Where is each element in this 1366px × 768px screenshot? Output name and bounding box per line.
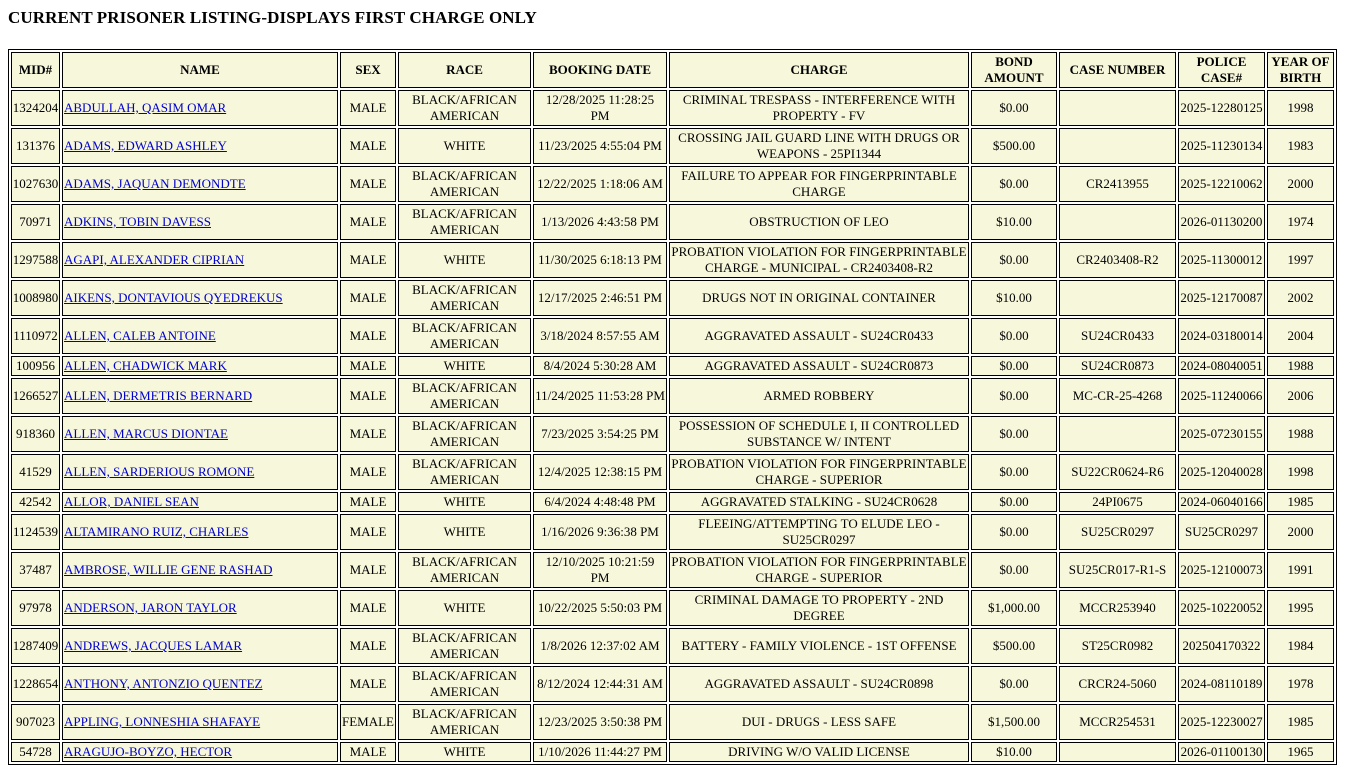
- race-cell: WHITE: [398, 356, 531, 376]
- prisoner-name-link[interactable]: ARAGUJO-BOYZO, HECTOR: [64, 744, 233, 759]
- race-cell: BLACK/AFRICAN AMERICAN: [398, 166, 531, 202]
- charge-cell: DUI - DRUGS - LESS SAFE: [669, 704, 969, 740]
- year-of-birth-cell: 2000: [1267, 514, 1334, 550]
- bond-amount-cell: $0.00: [971, 666, 1057, 702]
- mid-cell: 918360: [11, 416, 60, 452]
- table-row: [11, 378, 1334, 414]
- year-of-birth-cell: 1985: [1267, 704, 1334, 740]
- name-cell: [62, 416, 338, 452]
- bond-amount-cell: $1,000.00: [971, 590, 1057, 626]
- sex-cell: MALE: [340, 514, 396, 550]
- mid-cell: 1266527: [11, 378, 60, 414]
- table-row: [11, 90, 1334, 126]
- mid-cell: 97978: [11, 590, 60, 626]
- bond-amount-cell: $1,500.00: [971, 704, 1057, 740]
- sex-cell: MALE: [340, 128, 396, 164]
- table-row: [11, 742, 1334, 762]
- sex-cell: MALE: [340, 90, 396, 126]
- case-number-cell: [1059, 128, 1176, 164]
- police-case-cell: 2025-12230027: [1178, 704, 1265, 740]
- name-cell: [62, 242, 338, 278]
- year-of-birth-cell: 2006: [1267, 378, 1334, 414]
- race-cell: BLACK/AFRICAN AMERICAN: [398, 280, 531, 316]
- booking-date-cell: 11/30/2025 6:18:13 PM: [533, 242, 667, 278]
- column-header-name: NAME: [62, 52, 338, 88]
- bond-amount-cell: $0.00: [971, 90, 1057, 126]
- year-of-birth-cell: 1991: [1267, 552, 1334, 588]
- mid-cell: 1228654: [11, 666, 60, 702]
- column-header-case-number: CASE NUMBER: [1059, 52, 1176, 88]
- sex-cell: MALE: [340, 454, 396, 490]
- charge-cell: FAILURE TO APPEAR FOR FINGERPRINTABLE CHARGE: [669, 166, 969, 202]
- year-of-birth-cell: 1998: [1267, 454, 1334, 490]
- year-of-birth-cell: 1978: [1267, 666, 1334, 702]
- year-of-birth-cell: 1988: [1267, 356, 1334, 376]
- prisoner-name-link[interactable]: ALLEN, MARCUS DIONTAE: [64, 426, 228, 441]
- prisoner-table: [8, 49, 1337, 765]
- table-row: [11, 666, 1334, 702]
- name-cell: [62, 552, 338, 588]
- race-cell: BLACK/AFRICAN AMERICAN: [398, 416, 531, 452]
- race-cell: WHITE: [398, 590, 531, 626]
- race-cell: WHITE: [398, 128, 531, 164]
- race-cell: WHITE: [398, 242, 531, 278]
- table-row: [11, 128, 1334, 164]
- race-cell: BLACK/AFRICAN AMERICAN: [398, 318, 531, 354]
- booking-date-cell: 12/4/2025 12:38:15 PM: [533, 454, 667, 490]
- year-of-birth-cell: 1988: [1267, 416, 1334, 452]
- police-case-cell: SU25CR0297: [1178, 514, 1265, 550]
- booking-date-cell: 12/22/2025 1:18:06 AM: [533, 166, 667, 202]
- bond-amount-cell: $500.00: [971, 128, 1057, 164]
- year-of-birth-cell: 1984: [1267, 628, 1334, 664]
- sex-cell: MALE: [340, 356, 396, 376]
- race-cell: BLACK/AFRICAN AMERICAN: [398, 704, 531, 740]
- year-of-birth-cell: 1974: [1267, 204, 1334, 240]
- bond-amount-cell: $0.00: [971, 552, 1057, 588]
- sex-cell: MALE: [340, 242, 396, 278]
- charge-cell: PROBATION VIOLATION FOR FINGERPRINTABLE CHARGE - MUNICIPAL - CR2403408-R2: [669, 242, 969, 278]
- sex-cell: MALE: [340, 552, 396, 588]
- race-cell: BLACK/AFRICAN AMERICAN: [398, 378, 531, 414]
- case-number-cell: SU25CR017-R1-S: [1059, 552, 1176, 588]
- bond-amount-cell: $0.00: [971, 242, 1057, 278]
- charge-cell: AGGRAVATED ASSAULT - SU24CR0433: [669, 318, 969, 354]
- prisoner-table-container: [8, 49, 1337, 765]
- sex-cell: MALE: [340, 492, 396, 512]
- table-row: [11, 628, 1334, 664]
- header-row: [11, 52, 1334, 88]
- police-case-cell: 2025-11230134: [1178, 128, 1265, 164]
- bond-amount-cell: $10.00: [971, 742, 1057, 762]
- police-case-cell: 2025-07230155: [1178, 416, 1265, 452]
- sex-cell: MALE: [340, 166, 396, 202]
- name-cell: [62, 454, 338, 490]
- table-row: [11, 492, 1334, 512]
- charge-cell: OBSTRUCTION OF LEO: [669, 204, 969, 240]
- mid-cell: 907023: [11, 704, 60, 740]
- booking-date-cell: 3/18/2024 8:57:55 AM: [533, 318, 667, 354]
- name-cell: [62, 280, 338, 316]
- police-case-cell: 2024-06040166: [1178, 492, 1265, 512]
- prisoner-name-link[interactable]: ALLEN, CHADWICK MARK: [64, 358, 227, 373]
- year-of-birth-cell: 1985: [1267, 492, 1334, 512]
- name-cell: [62, 166, 338, 202]
- charge-cell: FLEEING/ATTEMPTING TO ELUDE LEO - SU25CR0297: [669, 514, 969, 550]
- bond-amount-cell: $0.00: [971, 318, 1057, 354]
- booking-date-cell: 11/24/2025 11:53:28 PM: [533, 378, 667, 414]
- name-cell: [62, 742, 338, 762]
- table-row: [11, 356, 1334, 376]
- case-number-cell: MCCR253940: [1059, 590, 1176, 626]
- table-row: [11, 514, 1334, 550]
- name-cell: [62, 204, 338, 240]
- booking-date-cell: 11/23/2025 4:55:04 PM: [533, 128, 667, 164]
- name-cell: [62, 128, 338, 164]
- mid-cell: 37487: [11, 552, 60, 588]
- sex-cell: MALE: [340, 378, 396, 414]
- table-row: [11, 204, 1334, 240]
- mid-cell: 1324204: [11, 90, 60, 126]
- booking-date-cell: 1/8/2026 12:37:02 AM: [533, 628, 667, 664]
- year-of-birth-cell: 1983: [1267, 128, 1334, 164]
- prisoner-name-link[interactable]: ALTAMIRANO RUIZ, CHARLES: [64, 524, 249, 539]
- prisoner-name-link[interactable]: AIKENS, DONTAVIOUS QYEDREKUS: [64, 290, 283, 305]
- booking-date-cell: 8/12/2024 12:44:31 AM: [533, 666, 667, 702]
- charge-cell: AGGRAVATED STALKING - SU24CR0628: [669, 492, 969, 512]
- case-number-cell: 24PI0675: [1059, 492, 1176, 512]
- race-cell: BLACK/AFRICAN AMERICAN: [398, 552, 531, 588]
- sex-cell: MALE: [340, 628, 396, 664]
- bond-amount-cell: $0.00: [971, 454, 1057, 490]
- police-case-cell: 2025-11240066: [1178, 378, 1265, 414]
- race-cell: WHITE: [398, 742, 531, 762]
- police-case-cell: 2025-12040028: [1178, 454, 1265, 490]
- booking-date-cell: 12/28/2025 11:28:25 PM: [533, 90, 667, 126]
- mid-cell: 70971: [11, 204, 60, 240]
- charge-cell: BATTERY - FAMILY VIOLENCE - 1ST OFFENSE: [669, 628, 969, 664]
- bond-amount-cell: $0.00: [971, 166, 1057, 202]
- case-number-cell: SU24CR0433: [1059, 318, 1176, 354]
- name-cell: [62, 590, 338, 626]
- case-number-cell: SU22CR0624-R6: [1059, 454, 1176, 490]
- charge-cell: DRIVING W/O VALID LICENSE: [669, 742, 969, 762]
- sex-cell: FEMALE: [340, 704, 396, 740]
- booking-date-cell: 6/4/2024 4:48:48 PM: [533, 492, 667, 512]
- name-cell: [62, 514, 338, 550]
- mid-cell: 1110972: [11, 318, 60, 354]
- name-cell: [62, 378, 338, 414]
- case-number-cell: CR2403408-R2: [1059, 242, 1176, 278]
- table-row: [11, 704, 1334, 740]
- name-cell: [62, 492, 338, 512]
- case-number-cell: MC-CR-25-4268: [1059, 378, 1176, 414]
- bond-amount-cell: $10.00: [971, 204, 1057, 240]
- name-cell: [62, 356, 338, 376]
- mid-cell: 131376: [11, 128, 60, 164]
- year-of-birth-cell: 2004: [1267, 318, 1334, 354]
- charge-cell: CRIMINAL DAMAGE TO PROPERTY - 2ND DEGREE: [669, 590, 969, 626]
- prisoner-name-link[interactable]: ANTHONY, ANTONZIO QUENTEZ: [64, 676, 263, 691]
- prisoner-name-link[interactable]: APPLING, LONNESHIA SHAFAYE: [64, 714, 261, 729]
- column-header-charge: CHARGE: [669, 52, 969, 88]
- charge-cell: AGGRAVATED ASSAULT - SU24CR0873: [669, 356, 969, 376]
- sex-cell: MALE: [340, 280, 396, 316]
- table-row: [11, 166, 1334, 202]
- booking-date-cell: 10/22/2025 5:50:03 PM: [533, 590, 667, 626]
- year-of-birth-cell: 2000: [1267, 166, 1334, 202]
- police-case-cell: 2025-12280125: [1178, 90, 1265, 126]
- case-number-cell: ST25CR0982: [1059, 628, 1176, 664]
- police-case-cell: 2024-03180014: [1178, 318, 1265, 354]
- case-number-cell: CRCR24-5060: [1059, 666, 1176, 702]
- booking-date-cell: 1/13/2026 4:43:58 PM: [533, 204, 667, 240]
- charge-cell: ARMED ROBBERY: [669, 378, 969, 414]
- case-number-cell: [1059, 280, 1176, 316]
- year-of-birth-cell: 2002: [1267, 280, 1334, 316]
- bond-amount-cell: $0.00: [971, 514, 1057, 550]
- sex-cell: MALE: [340, 666, 396, 702]
- charge-cell: POSSESSION OF SCHEDULE I, II CONTROLLED SUBSTANCE W/ INTENT: [669, 416, 969, 452]
- prisoner-name-link[interactable]: ANDERSON, JARON TAYLOR: [64, 600, 237, 615]
- sex-cell: MALE: [340, 590, 396, 626]
- mid-cell: 1287409: [11, 628, 60, 664]
- table-row: [11, 552, 1334, 588]
- police-case-cell: 2025-12170087: [1178, 280, 1265, 316]
- charge-cell: CRIMINAL TRESPASS - INTERFERENCE WITH PROPERTY - FV: [669, 90, 969, 126]
- police-case-cell: 202504170322: [1178, 628, 1265, 664]
- mid-cell: 42542: [11, 492, 60, 512]
- column-header-mid: MID#: [11, 52, 60, 88]
- booking-date-cell: 12/23/2025 3:50:38 PM: [533, 704, 667, 740]
- prisoner-name-link[interactable]: ANDREWS, JACQUES LAMAR: [64, 638, 243, 653]
- mid-cell: 1297588: [11, 242, 60, 278]
- column-header-race: RACE: [398, 52, 531, 88]
- charge-cell: CROSSING JAIL GUARD LINE WITH DRUGS OR WEAPONS - 25PI1344: [669, 128, 969, 164]
- prisoner-name-link[interactable]: ALLEN, SARDERIOUS ROMONE: [64, 464, 255, 479]
- charge-cell: PROBATION VIOLATION FOR FINGERPRINTABLE CHARGE - SUPERIOR: [669, 552, 969, 588]
- booking-date-cell: 1/16/2026 9:36:38 PM: [533, 514, 667, 550]
- race-cell: BLACK/AFRICAN AMERICAN: [398, 204, 531, 240]
- race-cell: WHITE: [398, 514, 531, 550]
- race-cell: BLACK/AFRICAN AMERICAN: [398, 90, 531, 126]
- table-row: [11, 590, 1334, 626]
- page-title: CURRENT PRISONER LISTING-DISPLAYS FIRST CHARGE ONLY: [8, 8, 537, 27]
- police-case-cell: 2025-10220052: [1178, 590, 1265, 626]
- year-of-birth-cell: 1998: [1267, 90, 1334, 126]
- sex-cell: MALE: [340, 416, 396, 452]
- bond-amount-cell: $0.00: [971, 378, 1057, 414]
- bond-amount-cell: $0.00: [971, 416, 1057, 452]
- race-cell: BLACK/AFRICAN AMERICAN: [398, 628, 531, 664]
- police-case-cell: 2025-12100073: [1178, 552, 1265, 588]
- name-cell: [62, 318, 338, 354]
- charge-cell: AGGRAVATED ASSAULT - SU24CR0898: [669, 666, 969, 702]
- race-cell: BLACK/AFRICAN AMERICAN: [398, 454, 531, 490]
- police-case-cell: 2026-01100130: [1178, 742, 1265, 762]
- column-header-booking-date: BOOKING DATE: [533, 52, 667, 88]
- police-case-cell: 2024-08110189: [1178, 666, 1265, 702]
- case-number-cell: [1059, 742, 1176, 762]
- prisoner-name-link[interactable]: ADAMS, EDWARD ASHLEY: [64, 138, 227, 153]
- prisoner-name-link[interactable]: ABDULLAH, QASIM OMAR: [64, 100, 227, 115]
- year-of-birth-cell: 1997: [1267, 242, 1334, 278]
- mid-cell: 41529: [11, 454, 60, 490]
- mid-cell: 1027630: [11, 166, 60, 202]
- name-cell: [62, 90, 338, 126]
- mid-cell: 1124539: [11, 514, 60, 550]
- prisoner-name-link[interactable]: ALLEN, CALEB ANTOINE: [64, 328, 216, 343]
- year-of-birth-cell: 1965: [1267, 742, 1334, 762]
- prisoner-name-link[interactable]: AMBROSE, WILLIE GENE RASHAD: [64, 562, 273, 577]
- case-number-cell: [1059, 204, 1176, 240]
- charge-cell: DRUGS NOT IN ORIGINAL CONTAINER: [669, 280, 969, 316]
- table-row: [11, 242, 1334, 278]
- table-row: [11, 416, 1334, 452]
- booking-date-cell: 12/10/2025 10:21:59 PM: [533, 552, 667, 588]
- mid-cell: 54728: [11, 742, 60, 762]
- race-cell: BLACK/AFRICAN AMERICAN: [398, 666, 531, 702]
- table-row: [11, 280, 1334, 316]
- column-header-sex: SEX: [340, 52, 396, 88]
- booking-date-cell: 1/10/2026 11:44:27 PM: [533, 742, 667, 762]
- mid-cell: 1008980: [11, 280, 60, 316]
- column-header-police-case: POLICE CASE#: [1178, 52, 1265, 88]
- race-cell: WHITE: [398, 492, 531, 512]
- police-case-cell: 2026-01130200: [1178, 204, 1265, 240]
- mid-cell: 100956: [11, 356, 60, 376]
- sex-cell: MALE: [340, 318, 396, 354]
- case-number-cell: [1059, 416, 1176, 452]
- booking-date-cell: 12/17/2025 2:46:51 PM: [533, 280, 667, 316]
- case-number-cell: [1059, 90, 1176, 126]
- police-case-cell: 2024-08040051: [1178, 356, 1265, 376]
- prisoner-name-link[interactable]: ADAMS, JAQUAN DEMONDTE: [64, 176, 246, 191]
- sex-cell: MALE: [340, 742, 396, 762]
- booking-date-cell: 7/23/2025 3:54:25 PM: [533, 416, 667, 452]
- booking-date-cell: 8/4/2024 5:30:28 AM: [533, 356, 667, 376]
- prisoner-name-link[interactable]: ALLEN, DERMETRIS BERNARD: [64, 388, 253, 403]
- column-header-bond-amount: BOND AMOUNT: [971, 52, 1057, 88]
- table-row: [11, 318, 1334, 354]
- bond-amount-cell: $0.00: [971, 356, 1057, 376]
- police-case-cell: 2025-12210062: [1178, 166, 1265, 202]
- case-number-cell: SU24CR0873: [1059, 356, 1176, 376]
- prisoner-name-link[interactable]: ADKINS, TOBIN DAVESS: [64, 214, 211, 229]
- prisoner-name-link[interactable]: ALLOR, DANIEL SEAN: [64, 494, 199, 509]
- column-header-year-of-birth: YEAR OF BIRTH: [1267, 52, 1334, 88]
- case-number-cell: CR2413955: [1059, 166, 1176, 202]
- name-cell: [62, 704, 338, 740]
- case-number-cell: SU25CR0297: [1059, 514, 1176, 550]
- year-of-birth-cell: 1995: [1267, 590, 1334, 626]
- police-case-cell: 2025-11300012: [1178, 242, 1265, 278]
- table-row: [11, 454, 1334, 490]
- bond-amount-cell: $500.00: [971, 628, 1057, 664]
- case-number-cell: MCCR254531: [1059, 704, 1176, 740]
- bond-amount-cell: $0.00: [971, 492, 1057, 512]
- name-cell: [62, 666, 338, 702]
- name-cell: [62, 628, 338, 664]
- charge-cell: PROBATION VIOLATION FOR FINGERPRINTABLE CHARGE - SUPERIOR: [669, 454, 969, 490]
- prisoner-name-link[interactable]: AGAPI, ALEXANDER CIPRIAN: [64, 252, 245, 267]
- sex-cell: MALE: [340, 204, 396, 240]
- bond-amount-cell: $10.00: [971, 280, 1057, 316]
